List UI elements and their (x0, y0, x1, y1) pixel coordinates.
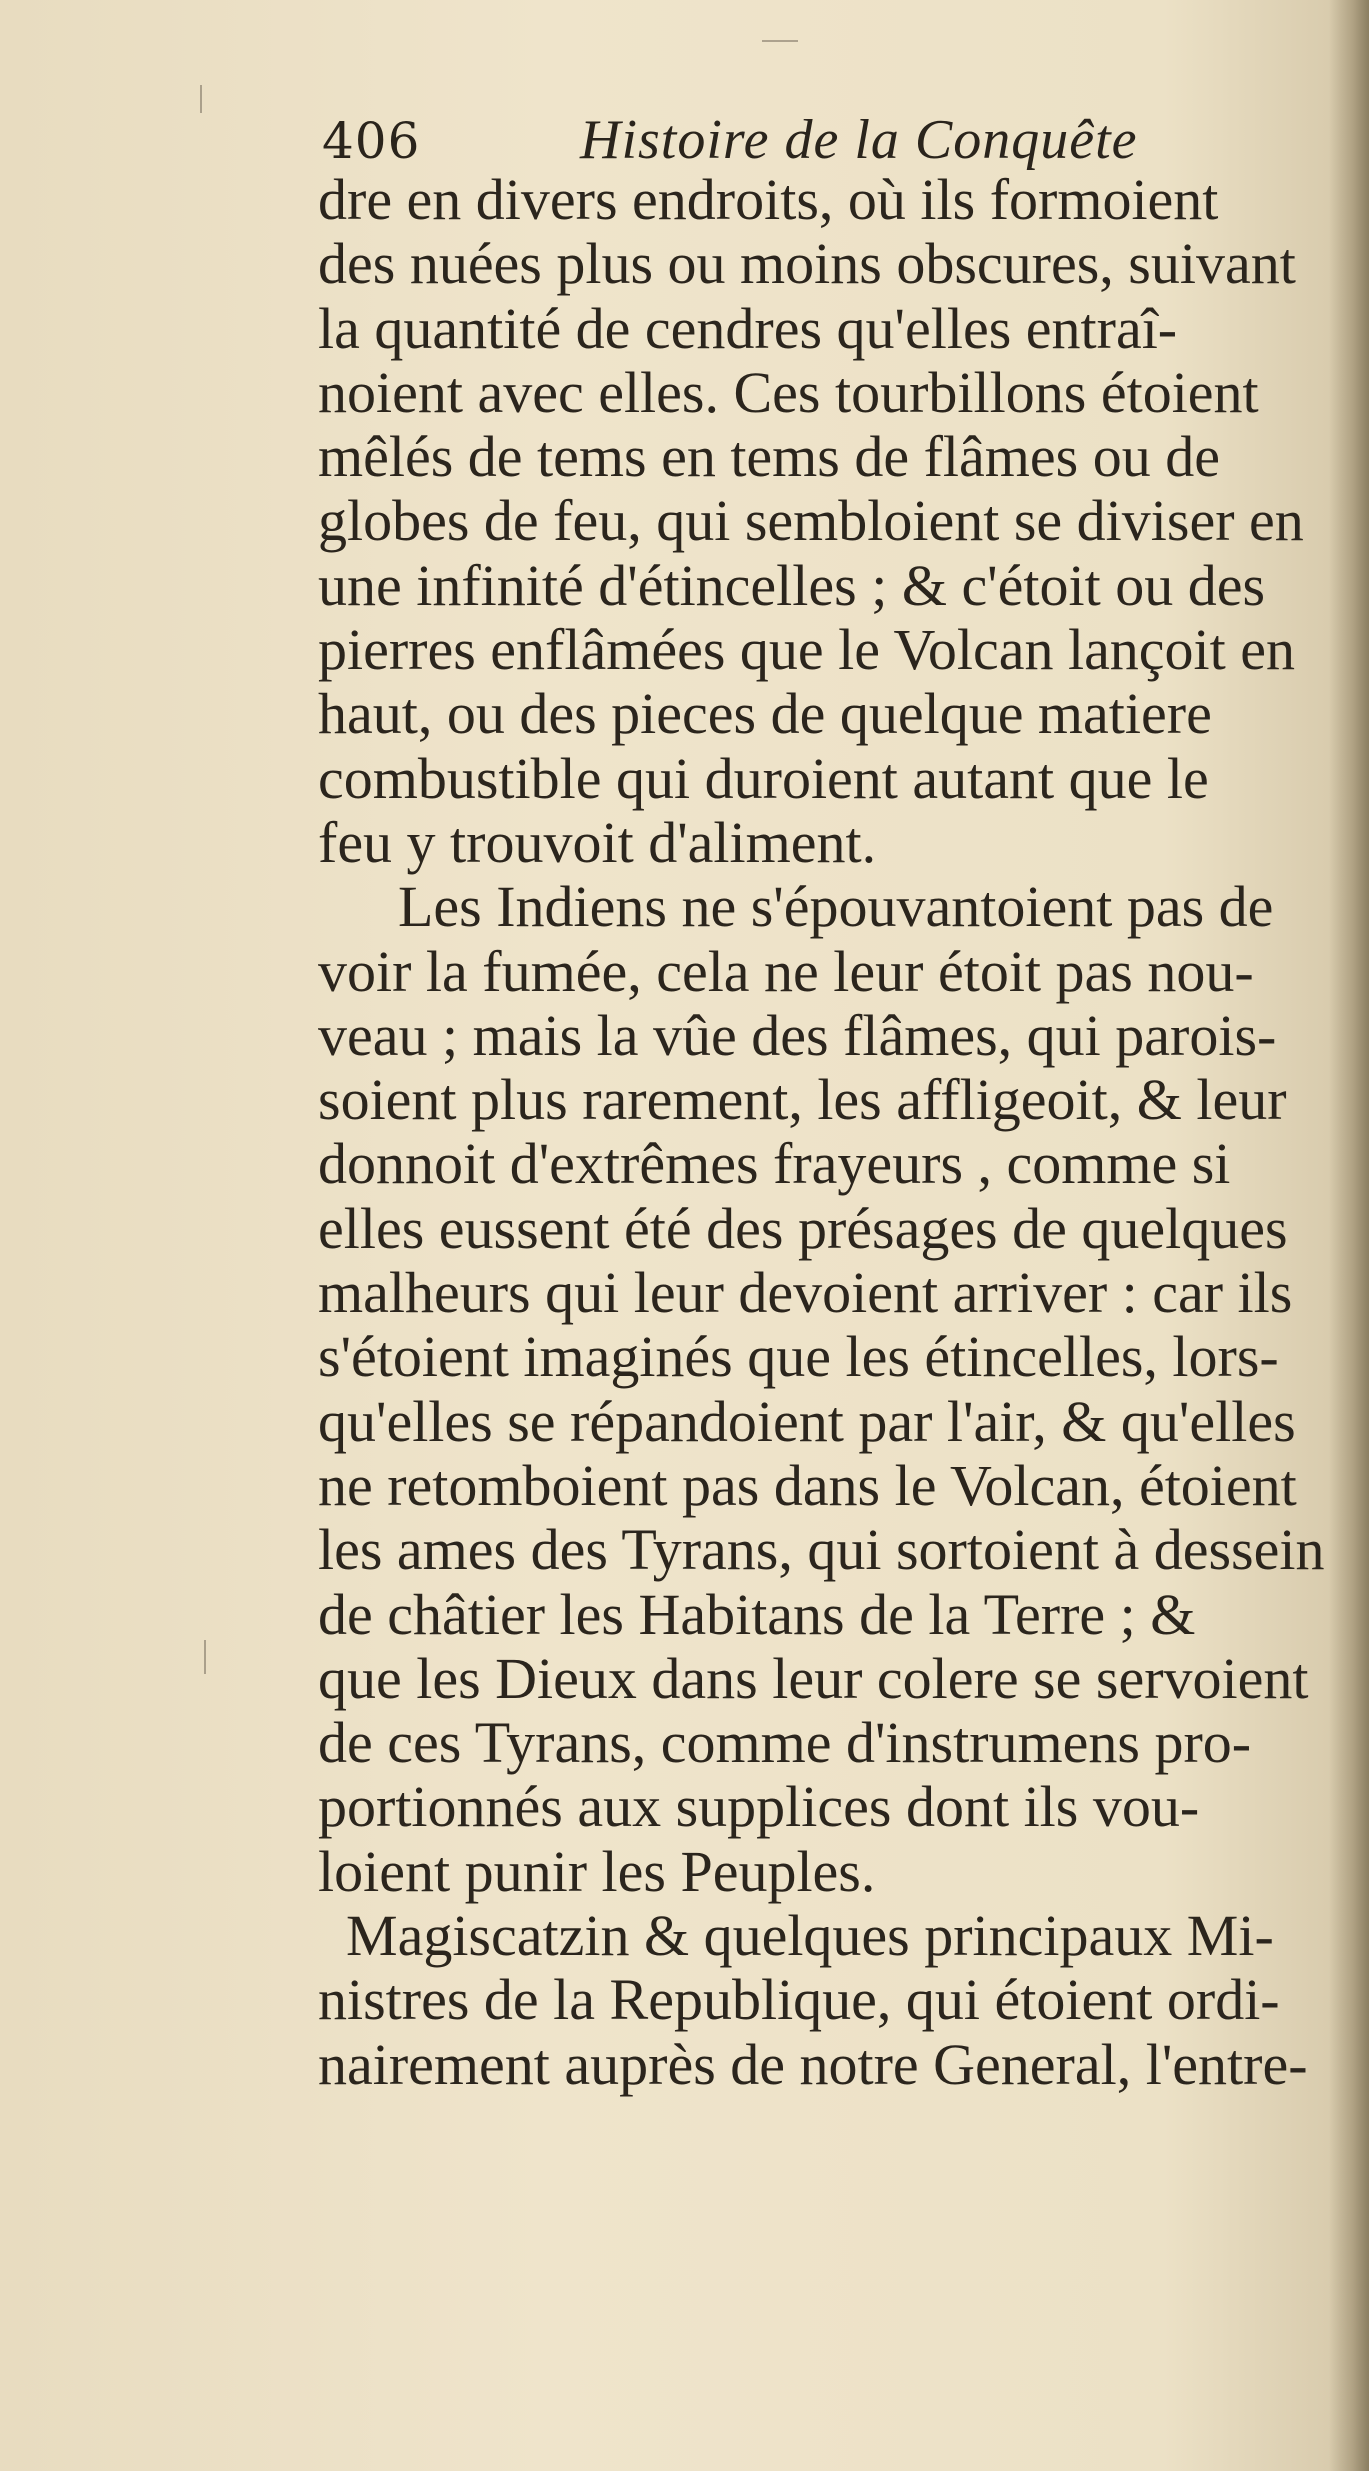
text-line: une infinité d'étincelles ; & c'étoit ou des (318, 553, 1266, 618)
text-line: portionnés aux supplices dont ils vou- (318, 1775, 1200, 1840)
text-line: des nuées plus ou moins obscures, suivant (318, 232, 1296, 297)
text-line: malheurs qui leur devoient arriver : car ils (318, 1261, 1293, 1326)
body-text (318, 168, 1360, 2097)
text-line: combustible qui duroient autant que le (318, 746, 1209, 811)
text-line: donnoit d'extrêmes frayeurs , comme si (318, 1132, 1231, 1197)
text-line: mêlés de tems en tems de flâmes ou de (318, 425, 1220, 490)
text-line: dre en divers endroits, où ils formoient (318, 168, 1219, 232)
margin-ink-mark (204, 1640, 206, 1674)
text-line: que les Dieux dans leur colere se servoient (318, 1646, 1309, 1711)
margin-ink-mark (762, 40, 798, 42)
text-line: elles eussent été des présages de quelques (318, 1196, 1288, 1261)
margin-ink-mark (200, 85, 202, 113)
running-title: Histoire de la Conquête (580, 109, 1138, 171)
text-line: veau ; mais la vûe des flâmes, qui parois- (318, 1003, 1277, 1068)
text-line: haut, ou des pieces de quelque matiere (318, 682, 1212, 747)
text-line: pierres enflâmées que le Volcan lançoit en (318, 618, 1296, 683)
text-line: voir la fumée, cela ne leur étoit pas nou- (318, 939, 1254, 1004)
text-line: globes de feu, qui sembloient se diviser en (318, 489, 1304, 554)
paragraph-start-line: Magiscatzin & quelques principaux Mi- (346, 1904, 1274, 1969)
page-number: 406 (322, 112, 421, 170)
text-line: ne retomboient pas dans le Volcan, étoient (318, 1453, 1297, 1518)
text-line: de châtier les Habitans de la Terre ; & (318, 1582, 1196, 1647)
text-line: nairement auprès de notre General, l'entre- (318, 2032, 1308, 2097)
text-line: de ces Tyrans, comme d'instrumens pro- (318, 1711, 1252, 1776)
text-line: noient avec elles. Ces tourbillons étoient (318, 360, 1259, 425)
text-line: feu y trouvoit d'aliment. (318, 810, 877, 875)
text-line: les ames des Tyrans, qui sortoient à dessein (318, 1518, 1325, 1583)
text-line: nistres de la Republique, qui étoient ordi- (318, 1968, 1280, 2033)
text-line: la quantité de cendres qu'elles entraî- (318, 296, 1178, 361)
text-line: loient punir les Peuples. (318, 1839, 876, 1904)
text-line: soient plus rarement, les affligeoit, & leur (318, 1068, 1287, 1133)
text-line: qu'elles se répandoient par l'air, & qu'elles (318, 1389, 1296, 1454)
paragraph-start-line: Les Indiens ne s'épouvantoient pas de (398, 875, 1274, 940)
text-line: s'étoient imaginés que les étincelles, lors- (318, 1325, 1279, 1390)
